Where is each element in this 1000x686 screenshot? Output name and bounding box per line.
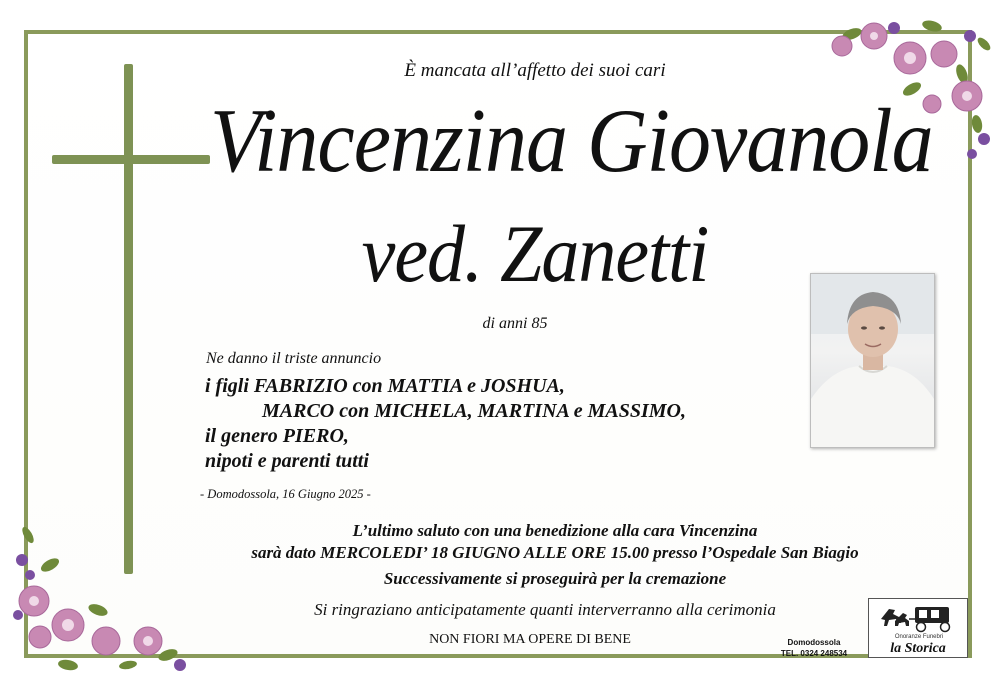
cross-horizontal bbox=[52, 155, 210, 164]
deceased-name: Vincenzina Giovanola bbox=[210, 91, 933, 192]
family-line: MARCO con MICHELA, MARTINA e MASSIMO, bbox=[262, 400, 687, 422]
portrait-illustration bbox=[811, 274, 934, 447]
family-line: i figli FABRIZIO con MATTIA e JOSHUA, bbox=[205, 375, 565, 397]
no-flowers-text: NON FIORI MA OPERE DI BENE bbox=[429, 632, 631, 647]
agency-phone: TEL. 0324 248534 bbox=[780, 649, 848, 658]
announcement-intro: Ne danno il triste annuncio bbox=[206, 350, 382, 367]
deceased-married-name: ved. Zanetti bbox=[361, 208, 709, 300]
service-line: L’ultimo saluto con una benedizione alla cara Vincenzina bbox=[352, 521, 758, 540]
agency-logo bbox=[868, 598, 968, 658]
service-line: sarà dato MERCOLEDI’ 18 GIUGNO ALLE ORE 15.00 presso l’Ospedale San Biagio bbox=[251, 543, 859, 562]
hearse-carriage-icon bbox=[869, 599, 967, 633]
place-date: - Domodossola, 16 Giugno 2025 - bbox=[200, 487, 371, 501]
agency-contact bbox=[766, 637, 862, 659]
family-line: nipoti e parenti tutti bbox=[205, 450, 369, 472]
portrait-photo bbox=[810, 273, 935, 448]
thanks-text: Si ringraziano anticipatamente quanti interverranno alla cerimonia bbox=[314, 600, 776, 619]
logo-subtitle: Onoranze Funebri bbox=[894, 634, 944, 640]
age-text: di anni 85 bbox=[482, 315, 548, 332]
family-line: il genero PIERO, bbox=[205, 425, 349, 447]
agency-city: Domodossola bbox=[787, 638, 841, 647]
service-line: Successivamente si proseguirà per la cremazione bbox=[383, 569, 727, 588]
intro-text: È mancata all’affetto dei suoi cari bbox=[404, 60, 666, 81]
logo-name: la Storica bbox=[890, 641, 946, 656]
